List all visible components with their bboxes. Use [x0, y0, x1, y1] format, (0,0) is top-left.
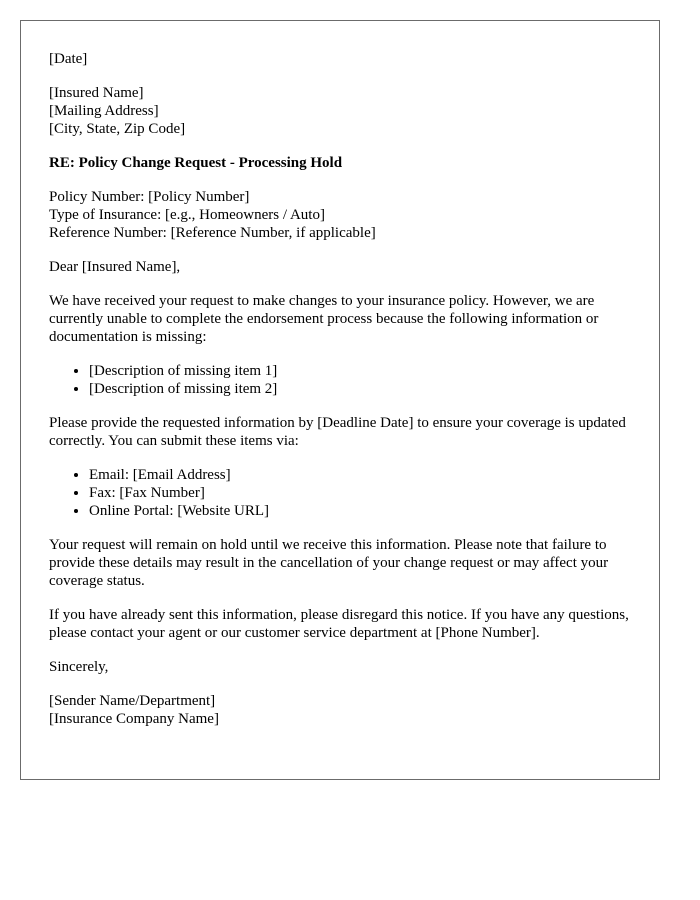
- letter-document: [20, 20, 660, 780]
- missing-items-list: [49, 362, 631, 398]
- reference-number: Reference Number: [Reference Number, if applicable]: [49, 225, 376, 241]
- paragraph-deadline: Please provide the requested information by [Deadline Date] to ensure your coverage is updated correctly. You can submit these items via:: [49, 415, 626, 449]
- insurance-type: Type of Insurance: [e.g., Homeowners / Auto]: [49, 207, 325, 223]
- submission-methods-list: [49, 466, 631, 520]
- recipient-city-state-zip: [City, State, Zip Code]: [49, 121, 186, 137]
- sender-name: [Sender Name/Department]: [49, 693, 216, 709]
- paragraph-hold-notice: Your request will remain on hold until we receive this information. Please note that failure to provide these details may result in the cancellation of your change request or may affect your coverage status.: [49, 537, 609, 589]
- sender-company: [Insurance Company Name]: [49, 711, 219, 727]
- list-item: • Online Portal: [Website URL]: [89, 502, 631, 520]
- policy-info-block: [49, 188, 631, 242]
- list-item: • Email: [Email Address]: [89, 466, 631, 484]
- subject-line: RE: Policy Change Request - Processing Hold: [49, 155, 343, 171]
- recipient-address: [Mailing Address]: [49, 103, 159, 119]
- paragraph-disregard: If you have already sent this information, please disregard this notice. If you have any questions, please contact your agent or our customer service department at [Phone Number].: [49, 607, 629, 641]
- list-item: • Fax: [Fax Number]: [89, 484, 631, 502]
- recipient-address-block: [49, 84, 631, 138]
- salutation: Dear [Insured Name],: [49, 259, 181, 275]
- letter-date: [49, 50, 631, 68]
- closing: Sincerely,: [49, 659, 109, 675]
- signature-block: [49, 692, 631, 728]
- list-item: • [Description of missing item 2]: [89, 380, 631, 398]
- recipient-name: [Insured Name]: [49, 85, 144, 101]
- paragraph-missing-info: We have received your request to make changes to your insurance policy. However, we are currently unable to complete the endorsement process because the following information or documentation is missing:: [49, 293, 599, 345]
- policy-number: Policy Number: [Policy Number]: [49, 189, 250, 205]
- date-text: [Date]: [49, 51, 88, 67]
- list-item: • [Description of missing item 1]: [89, 362, 631, 380]
